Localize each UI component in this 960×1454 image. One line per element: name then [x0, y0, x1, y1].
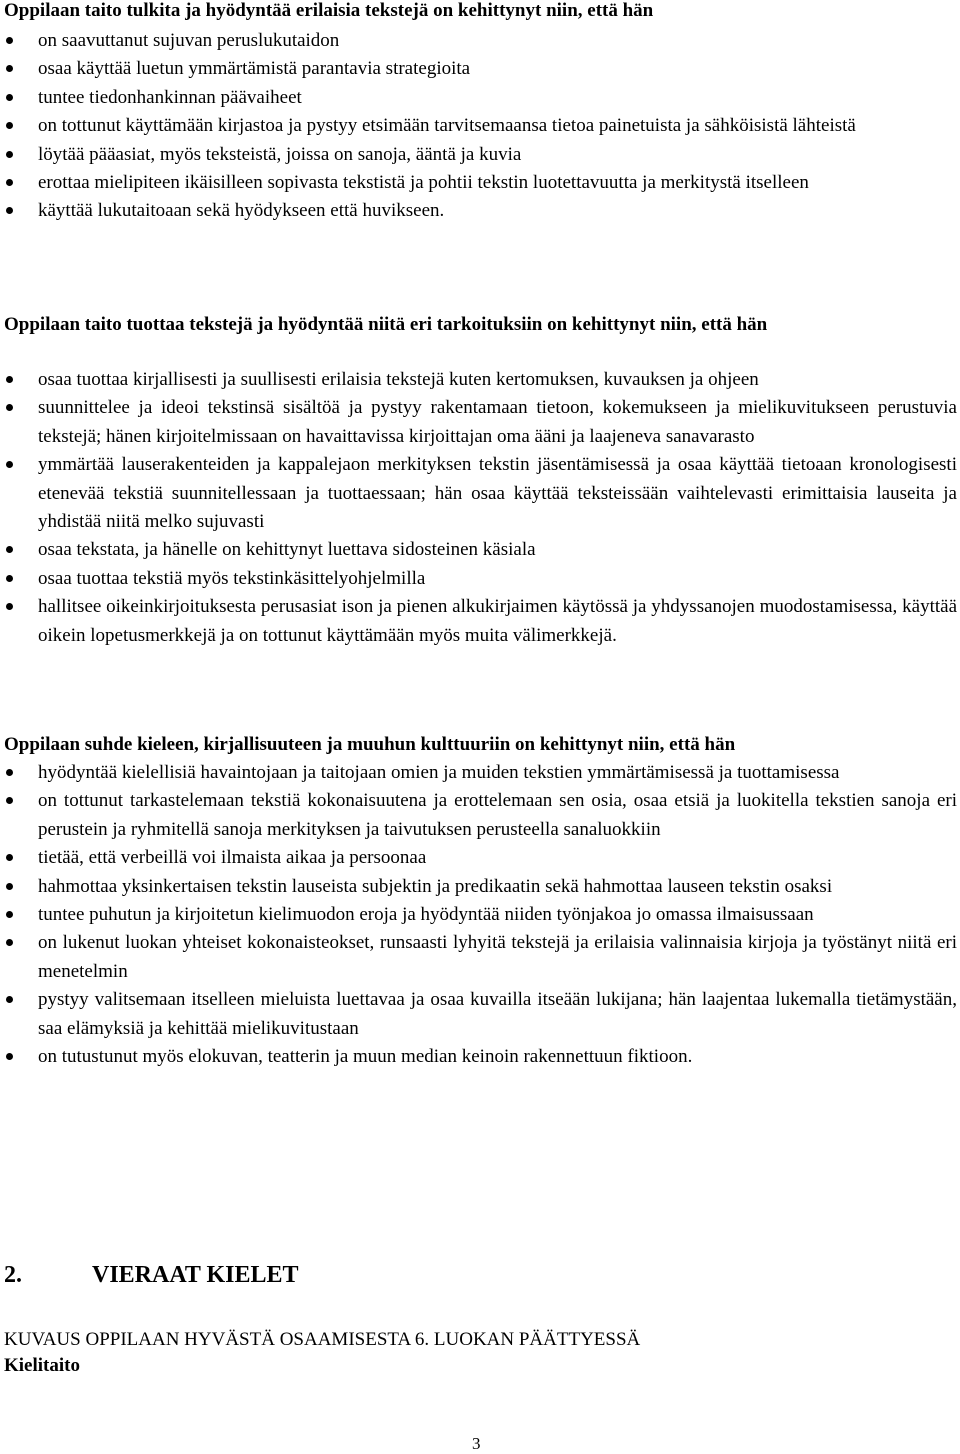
section-heading-reading: Oppilaan taito tulkita ja hyödyntää erilaisia tekstejä on kehittynyt niin, että hän [4, 0, 654, 21]
list-item: tietää, että verbeillä voi ilmaista aikaa ja persoonaa [0, 844, 960, 872]
chapter-heading [4, 1262, 299, 1289]
list-item: on tottunut tarkastelemaan tekstiä kokonaisuutena ja erottelemaan sen osia, osaa etsiä ja luokitella tekstien sanoja eri perustein ja ryhmitellä sanoja merkityksen ja taivutuksen perusteella sanaluokkiin [0, 787, 960, 844]
section-heading-writing: Oppilaan taito tuottaa tekstejä ja hyödyntää niitä eri tarkoituksiin on kehittynyt niin, että hän [4, 314, 768, 335]
list-item: hyödyntää kielellisiä havaintojaan ja taitojaan omien ja muiden tekstien ymmärtämisessä ja tuottamisessa [0, 759, 960, 787]
list-item: osaa tuottaa tekstiä myös tekstinkäsittelyohjelmilla [0, 565, 960, 593]
list-item: on tottunut käyttämään kirjastoa ja pystyy etsimään tarvitsemaansa tietoa painetuista ja sähköisistä lähteistä [0, 112, 960, 140]
bullet-list-language-culture [0, 759, 960, 1071]
list-item: osaa käyttää luetun ymmärtämistä parantavia strategioita [0, 55, 960, 83]
list-item: on saavuttanut sujuvan peruslukutaidon [0, 27, 960, 55]
section-heading-language-culture: Oppilaan suhde kieleen, kirjallisuuteen ja muuhun kulttuuriin on kehittynyt niin, että hän [4, 734, 736, 755]
chapter-title: VIERAAT KIELET [92, 1262, 299, 1288]
bullet-list-writing [0, 366, 960, 650]
list-item: löytää pääasiat, myös teksteistä, joissa on sanoja, ääntä ja kuvia [0, 141, 960, 169]
list-item: tuntee tiedonhankinnan päävaiheet [0, 84, 960, 112]
bullet-list-reading [0, 27, 960, 226]
list-item: hahmottaa yksinkertaisen tekstin lauseista subjektin ja predikaatin sekä hahmottaa lauseen tekstin osaksi [0, 873, 960, 901]
list-item: on tutustunut myös elokuvan, teatterin ja muun median keinoin rakennettuun fiktioon. [0, 1043, 960, 1071]
list-item: tuntee puhutun ja kirjoitetun kielimuodon eroja ja hyödyntää niiden työnjakoa jo omassa ilmaisussaan [0, 901, 960, 929]
chapter-number: 2. [4, 1262, 22, 1288]
page-number: 3 [472, 1434, 481, 1453]
subheading: Kielitaito [4, 1355, 80, 1376]
list-item: osaa tekstata, ja hänelle on kehittynyt luettava sidosteinen käsiala [0, 536, 960, 564]
list-item: erottaa mielipiteen ikäisilleen sopivasta tekstistä ja pohtii tekstin luotettavuutta ja merkitystä itselleen [0, 169, 960, 197]
description-line: KUVAUS OPPILAAN HYVÄSTÄ OSAAMISESTA 6. LUOKAN PÄÄTTYESSÄ [4, 1329, 641, 1350]
list-item: käyttää lukutaitoaan sekä hyödykseen että huvikseen. [0, 197, 960, 225]
list-item: suunnittelee ja ideoi tekstinsä sisältöä ja pystyy rakentamaan tietoon, kokemukseen ja mielikuvitukseen perustuvia tekstejä; hänen kirjoitelmissaan on havaittavissa kirjoittajan oma ääni ja laajeneva sanavarasto [0, 394, 960, 451]
list-item: on lukenut luokan yhteiset kokonaisteokset, runsaasti lyhyitä tekstejä ja erilaisia valinnaisia kirjoja ja työstänyt niitä eri menetelmin [0, 929, 960, 986]
list-item: osaa tuottaa kirjallisesti ja suullisesti erilaisia tekstejä kuten kertomuksen, kuvauksen ja ohjeen [0, 366, 960, 394]
list-item: hallitsee oikeinkirjoituksesta perusasiat ison ja pienen alkukirjaimen käytössä ja yhdyssanojen muodostamisessa, käyttää oikein lopetusmerkkejä ja on tottunut käyttämään myös muita välimerkkejä. [0, 593, 960, 650]
list-item: pystyy valitsemaan itselleen mieluista luettavaa ja osaa kuvailla itseään lukijana; hän laajentaa lukemalla tietämystään, saa elämyksiä ja kehittää mielikuvitustaan [0, 986, 960, 1043]
list-item: ymmärtää lauserakenteiden ja kappalejaon merkityksen tekstin jäsentämisessä ja osaa käyttää tietoaan kronologisesti etenevää tekstiä suunnitellessaan ja tuottaessaan; hän osaa käyttää teksteissään vaihtelevasti erimittaisia lauseita ja yhdistää niitä melko sujuvasti [0, 451, 960, 536]
